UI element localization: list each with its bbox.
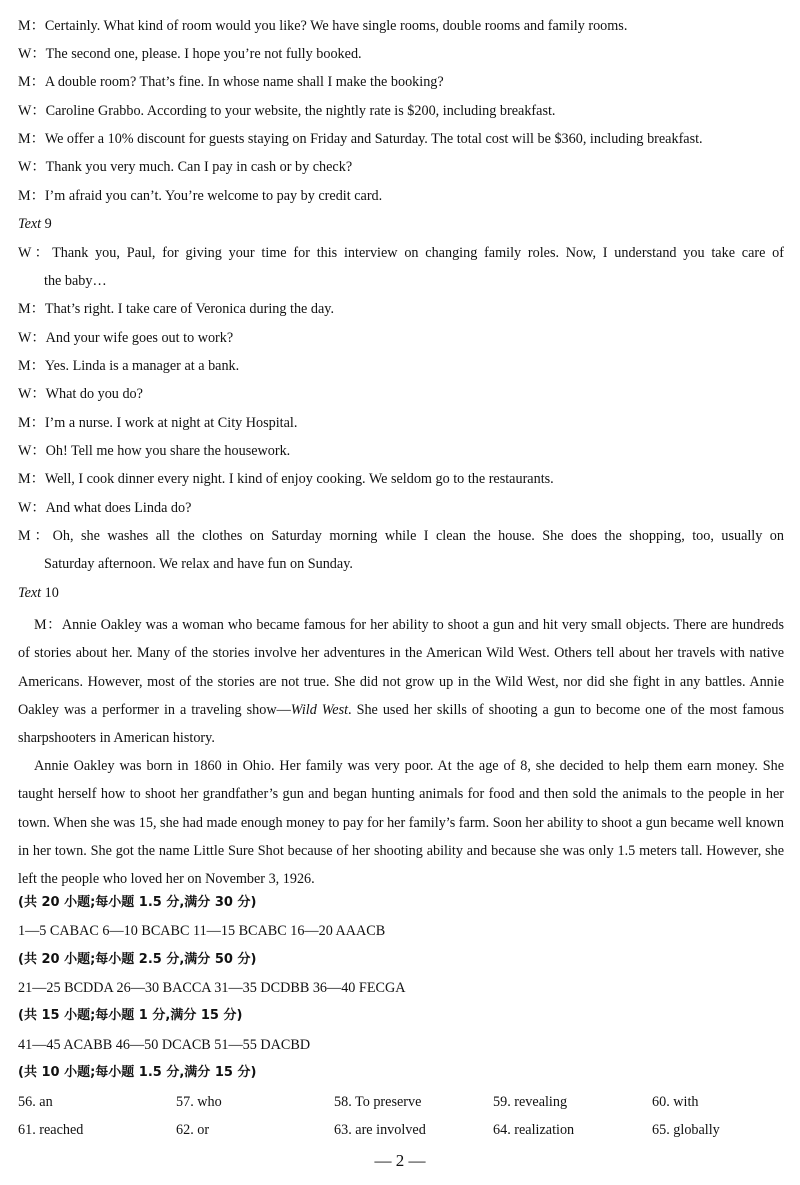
- dialogue-line-continuation: the baby…: [44, 273, 107, 289]
- dialogue-line: W：The second one, please. I hope you’re not fully booked.: [18, 46, 362, 62]
- dialogue-line: M：I’m afraid you can’t. You’re welcome to pay by credit card.: [18, 188, 383, 204]
- answer-section-header: (共 20 小题;每小题 2.5 分,满分 50 分): [18, 952, 257, 967]
- dialogue-line: M：Yes. Linda is a manager at a bank.: [18, 358, 240, 374]
- monologue-paragraph: M：Annie Oakley was a woman who became famous for her ability to shoot a gun and hit very small objects. There are hundreds of stories about her. Many of the stories involve her adventures in the American Wild West. Others tell about her travels with native Americans. However, most of the stories are not true. She did not grow up in the Wild West, nor did she fight in any battles. Annie Oakley was a performer in a traveling show—Wild West. She used her skills of shooting a gun to become one of the most famous sharpshooters in American history.: [18, 617, 784, 747]
- fill-in-answer: 65. globally: [652, 1122, 720, 1138]
- dialogue-line: W：Oh! Tell me how you share the housework.: [18, 443, 291, 459]
- show-title: Wild West: [290, 701, 349, 718]
- dialogue-line: W：Thank you very much. Can I pay in cash or by check?: [18, 159, 353, 175]
- fill-in-answer: 62. or: [176, 1122, 210, 1138]
- dialogue-line: M：A double room? That’s fine. In whose name shall I make the booking?: [18, 74, 444, 90]
- dialogue-line-continuation: Saturday afternoon. We relax and have fun on Sunday.: [44, 556, 353, 572]
- dialogue-line: M：I’m a nurse. I work at night at City Hospital.: [18, 415, 298, 431]
- fill-in-answer: 61. reached: [18, 1122, 84, 1138]
- dialogue-line: M：Well, I cook dinner every night. I kind of enjoy cooking. We seldom go to the restaurants.: [18, 471, 554, 487]
- dialogue-line: W：And your wife goes out to work?: [18, 330, 234, 346]
- dialogue-line: W：And what does Linda do?: [18, 500, 192, 516]
- fill-in-answer: 58. To preserve: [334, 1094, 422, 1110]
- monologue-paragraph: Annie Oakley was born in 1860 in Ohio. Her family was very poor. At the age of 8, she decided to help them earn money. She taught herself how to shoot her grandfather’s gun and began hunting animals for food and then sold the animals to the people in her town. When she was 15, she had made enough money to pay for her family’s farm. Soon her ability to shoot a gun became well known in her town. She got the name Little Sure Shot because of her shooting ability and because she was only 1.5 meters tall. However, she left the people who loved her on November 3, 1926.: [18, 758, 784, 888]
- answer-section-header: (共 15 小题;每小题 1 分,满分 15 分): [18, 1008, 243, 1023]
- fill-in-answer: 56. an: [18, 1094, 53, 1110]
- section-heading-text9: Text 9: [18, 216, 52, 232]
- answer-section-header: (共 20 小题;每小题 1.5 分,满分 30 分): [18, 895, 257, 910]
- answer-keys: 41—45 ACABB 46—50 DCACB 51—55 DACBD: [18, 1037, 311, 1053]
- fill-in-answer: 63. are involved: [334, 1122, 426, 1138]
- dialogue-line: W：What do you do?: [18, 386, 143, 402]
- dialogue-line: W：Caroline Grabbo. According to your website, the nightly rate is $200, including breakfast.: [18, 103, 556, 119]
- dialogue-line: W：Thank you, Paul, for giving your time for this interview on changing family roles. Now, I understand you take care of: [18, 245, 784, 261]
- dialogue-line: M：We offer a 10% discount for guests staying on Friday and Saturday. The total cost will be $360, including breakfast.: [18, 131, 703, 147]
- dialogue-line: M：Oh, she washes all the clothes on Saturday morning while I clean the house. She does the shopping, too, usually on: [18, 528, 784, 544]
- fill-in-answer: 64. realization: [493, 1122, 575, 1138]
- fill-in-answer: 57. who: [176, 1094, 222, 1110]
- answer-keys: 21—25 BCDDA 26—30 BACCA 31—35 DCDBB 36—40 FECGA: [18, 980, 406, 996]
- answer-section-header: (共 10 小题;每小题 1.5 分,满分 15 分): [18, 1065, 257, 1080]
- fill-in-answer: 60. with: [652, 1094, 699, 1110]
- answer-keys: 1—5 CABAC 6—10 BCABC 11—15 BCABC 16—20 AAACB: [18, 923, 386, 939]
- dialogue-line: M：That’s right. I take care of Veronica during the day.: [18, 301, 334, 317]
- page-number: — 2 —: [374, 1151, 426, 1170]
- fill-in-answer: 59. revealing: [493, 1094, 568, 1110]
- dialogue-line: M：Certainly. What kind of room would you like? We have single rooms, double rooms and family rooms.: [18, 18, 628, 34]
- section-heading-text10: Text 10: [18, 585, 59, 601]
